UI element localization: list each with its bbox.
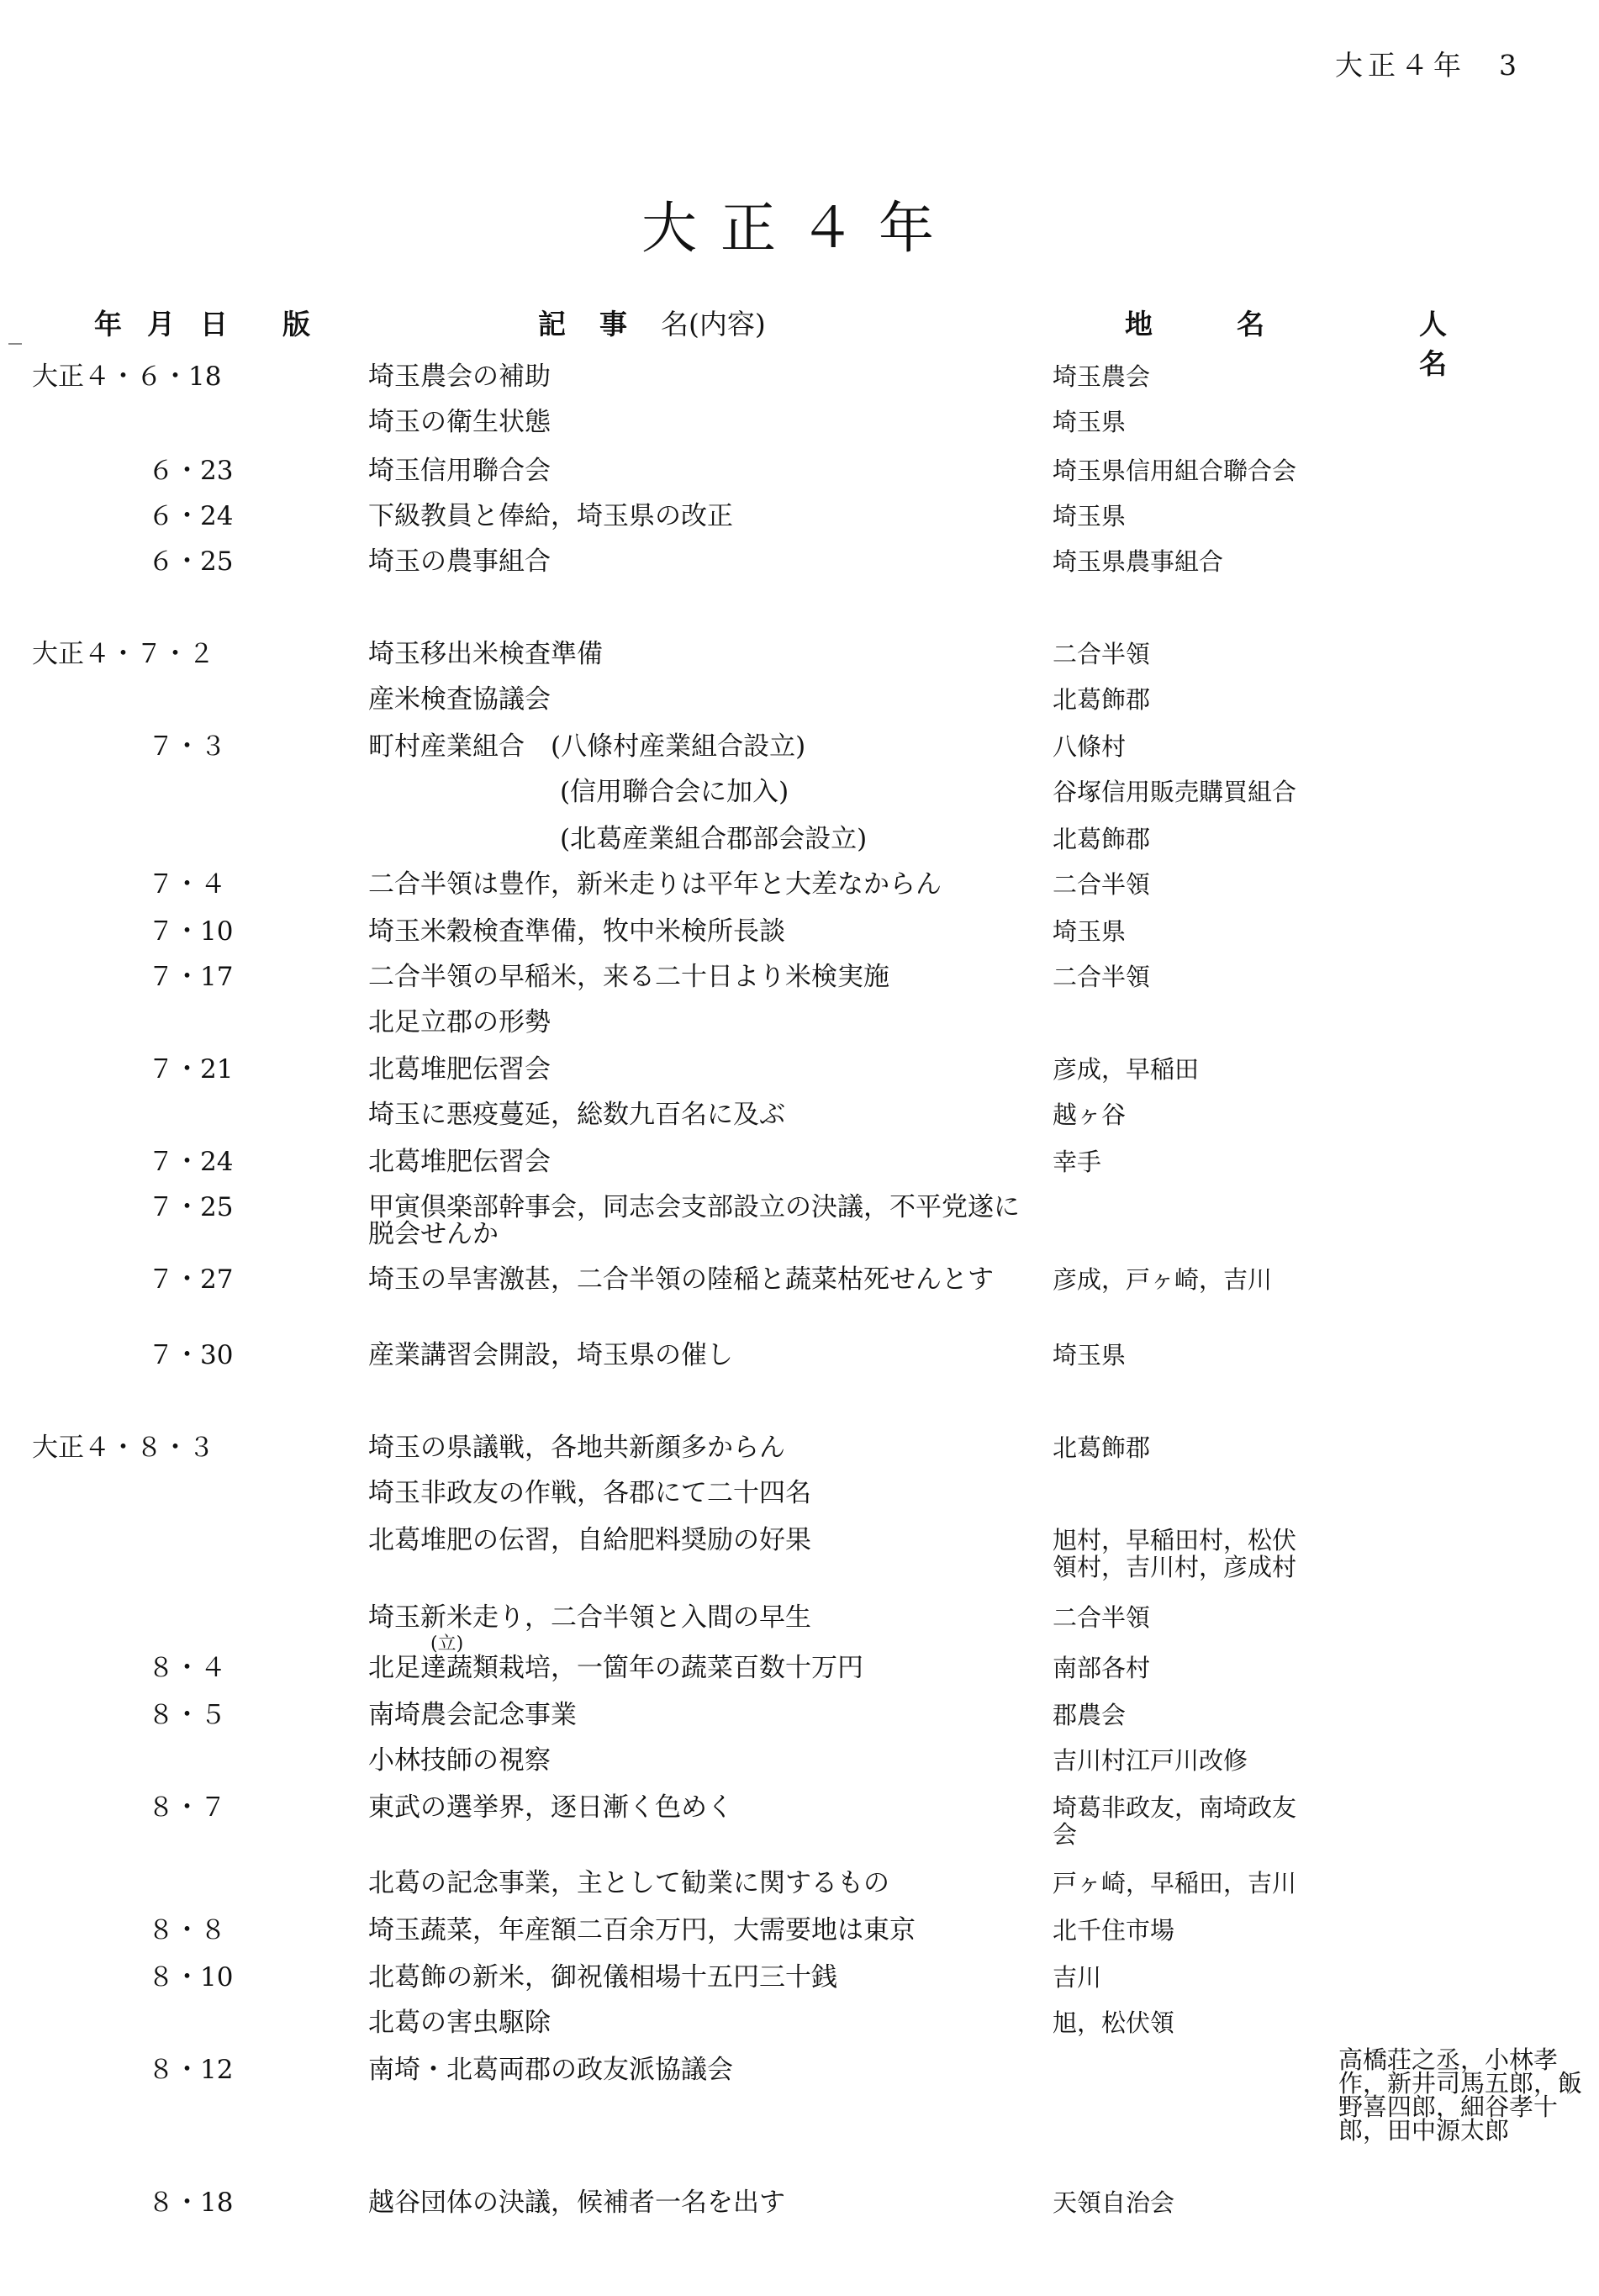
row-place: 天領自治会 bbox=[1053, 2188, 1175, 2217]
row-article: 北葛の害虫駆除 bbox=[368, 2008, 551, 2038]
row-place: 彦成，戸ヶ崎，吉川 bbox=[1053, 1265, 1273, 1294]
row-article: 北葛堆肥の伝習，自給肥料奨励の好果 bbox=[368, 1525, 811, 1555]
header-article-suffix: 名(内容) bbox=[661, 308, 766, 340]
article-text-post: 蔬類栽培，一箇年の蔬菜百数十万円 bbox=[446, 1653, 863, 1683]
row-date: ７・17 bbox=[148, 962, 234, 992]
header-article bbox=[538, 303, 766, 342]
row-place: 北葛飾郡 bbox=[1053, 685, 1151, 714]
row-date: ８・８ bbox=[148, 1915, 226, 1945]
row-place: 二合半領 bbox=[1053, 640, 1151, 668]
row-article: 北葛堆肥伝習会 bbox=[368, 1054, 551, 1085]
row-article: 産業講習会開設，埼玉県の催し bbox=[368, 1340, 733, 1370]
row-article: 町村産業組合 (八條村産業組合設立) bbox=[368, 731, 806, 762]
page-title: 大正４年 bbox=[641, 196, 958, 261]
row-date: ６・23 bbox=[148, 456, 234, 486]
running-header: 大正４年 3 bbox=[1335, 49, 1522, 82]
row-place: 埼葛非政友，南埼政友会 bbox=[1053, 1793, 1297, 1849]
row-date: ７・４ bbox=[148, 869, 226, 900]
row-article: 北葛堆肥伝習会 bbox=[368, 1147, 551, 1177]
row-place: 南部各村 bbox=[1053, 1654, 1151, 1682]
row-place: 北葛飾郡 bbox=[1053, 1433, 1151, 1462]
row-article: 越谷団体の決議，候補者一名を出す bbox=[368, 2188, 785, 2218]
row-article: 北葛飾の新米，御祝儀相場十五円三十銭 bbox=[368, 1962, 837, 1993]
row-place: 埼玉農会 bbox=[1053, 362, 1151, 391]
row-date: ７・30 bbox=[148, 1340, 234, 1370]
ruby-base: 達 bbox=[420, 1653, 446, 1683]
row-article: 埼玉農会の補助 bbox=[368, 362, 551, 392]
row-date: ７・27 bbox=[148, 1264, 234, 1295]
row-date: ６・25 bbox=[148, 546, 234, 577]
row-place: 吉川 bbox=[1053, 1963, 1102, 1992]
row-article: 下級教員と俸給，埼玉県の改正 bbox=[368, 501, 733, 531]
row-date: 大正４・６・18 bbox=[32, 362, 222, 392]
row-place: 八條村 bbox=[1053, 732, 1127, 761]
row-date: 大正４・７・２ bbox=[32, 639, 214, 669]
row-article: 産米検査協議会 bbox=[368, 684, 551, 715]
row-date: ７・24 bbox=[148, 1147, 234, 1177]
row-date: ６・24 bbox=[148, 501, 234, 531]
article-text-pre: 北足 bbox=[368, 1653, 420, 1683]
row-article: 埼玉移出米検査準備 bbox=[368, 639, 603, 669]
row-date: ７・21 bbox=[148, 1054, 234, 1085]
row-article: 北足立郡の形勢 bbox=[368, 1007, 551, 1037]
ruby-annotation bbox=[420, 1634, 464, 1683]
row-place: 埼玉県 bbox=[1053, 408, 1127, 436]
row-place: 埼玉県信用組合聯合会 bbox=[1053, 457, 1297, 485]
row-place: 旭村，早稲田村，松伏領村，吉川村，彦成村 bbox=[1053, 1526, 1297, 1581]
row-date: 大正４・８・３ bbox=[32, 1433, 214, 1463]
row-article: (北葛産業組合郡部会設立) bbox=[560, 824, 868, 854]
row-place: 越ヶ谷 bbox=[1053, 1100, 1127, 1129]
ruby-text: (立) bbox=[430, 1634, 464, 1655]
row-person: 高橋荘之丞，小林孝作，新井司馬五郎，飯野喜四郎，細谷孝十郎，田中源太郎 bbox=[1338, 2045, 1583, 2145]
row-article: 小林技師の視察 bbox=[368, 1745, 551, 1776]
row-place: 二合半領 bbox=[1053, 870, 1151, 899]
row-article: 埼玉米穀検査準備，牧中米検所長談 bbox=[368, 916, 785, 947]
row-place: 吉川村江戸川改修 bbox=[1053, 1746, 1248, 1775]
header-tick bbox=[8, 343, 22, 345]
row-place: 戸ヶ崎，早稲田，吉川 bbox=[1053, 1869, 1297, 1897]
row-date: ８・18 bbox=[148, 2188, 234, 2218]
row-article: 埼玉の衛生状態 bbox=[368, 407, 551, 437]
row-date: ８・４ bbox=[148, 1653, 226, 1683]
row-place: 旭，松伏領 bbox=[1053, 2008, 1175, 2037]
row-date: ７・25 bbox=[148, 1192, 234, 1222]
row-article: 東武の選挙界，逐日漸く色めく bbox=[368, 1792, 733, 1823]
row-article: (信用聯合会に加入) bbox=[560, 777, 789, 807]
row-date: ８・12 bbox=[148, 2055, 234, 2085]
header-article-main: 記事 bbox=[538, 308, 661, 340]
row-article: 二合半領は豊作，新米走りは平年と大差なからん bbox=[368, 869, 942, 900]
row-place: 北千住市場 bbox=[1053, 1916, 1175, 1945]
header-date: 年月日 bbox=[94, 308, 253, 340]
row-article: 北葛の記念事業，主として勧業に関するもの bbox=[368, 1868, 889, 1898]
row-article: 南埼農会記念事業 bbox=[368, 1700, 577, 1730]
header-place: 地名 bbox=[1125, 308, 1348, 340]
row-article: 埼玉蔬菜，年産額二百余万円，大需要地は東京 bbox=[368, 1915, 916, 1945]
row-place: 埼玉県 bbox=[1053, 502, 1127, 530]
row-place: 谷塚信用販売購買組合 bbox=[1053, 778, 1297, 806]
row-article: 埼玉非政友の作戦，各郡にて二十四名 bbox=[368, 1478, 811, 1508]
row-article: 埼玉に悪疫蔓延，総数九百名に及ぶ bbox=[368, 1100, 785, 1130]
row-date: ７・３ bbox=[148, 731, 226, 762]
header-person: 人名 bbox=[1419, 308, 1531, 380]
row-article: 埼玉信用聯合会 bbox=[368, 456, 551, 486]
row-date: ８・７ bbox=[148, 1792, 226, 1823]
row-place: 埼玉県 bbox=[1053, 917, 1127, 946]
row-article bbox=[368, 1634, 1032, 1683]
row-place: 埼玉県農事組合 bbox=[1053, 547, 1224, 576]
row-place: 埼玉県 bbox=[1053, 1341, 1127, 1370]
row-article: 埼玉の県議戦，各地共新顔多からん bbox=[368, 1433, 785, 1463]
row-date: ７・10 bbox=[148, 916, 234, 947]
row-place: 二合半領 bbox=[1053, 1603, 1151, 1632]
row-article: 南埼・北葛両郡の政友派協議会 bbox=[368, 2055, 733, 2085]
row-place: 彦成，早稲田 bbox=[1053, 1055, 1200, 1084]
row-article: 埼玉の農事組合 bbox=[368, 546, 551, 577]
row-place: 北葛飾郡 bbox=[1053, 825, 1151, 853]
header-edition: 版 bbox=[282, 308, 310, 340]
row-article: 埼玉の旱害激甚，二合半領の陸稲と蔬菜枯死せんとす bbox=[368, 1264, 994, 1295]
row-place: 二合半領 bbox=[1053, 963, 1151, 991]
row-article: 甲寅倶楽部幹事会，同志会支部設立の決議，不平党遂に脱会せんか bbox=[368, 1192, 1020, 1249]
row-date: ８・10 bbox=[148, 1962, 234, 1993]
row-date: ８・５ bbox=[148, 1700, 226, 1730]
row-place: 幸手 bbox=[1053, 1148, 1102, 1176]
row-article: 二合半領の早稲米，来る二十日より米検実施 bbox=[368, 962, 889, 992]
row-article: 埼玉新米走り，二合半領と入間の早生 bbox=[368, 1602, 811, 1633]
row-place: 郡農会 bbox=[1053, 1701, 1127, 1729]
